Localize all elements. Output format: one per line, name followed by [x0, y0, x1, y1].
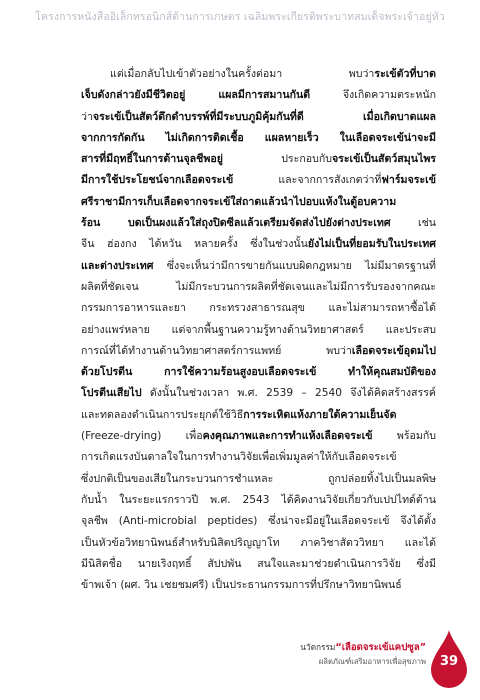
bold-text: คงคุณภาพและการทำแห้งเลือดจระเข้ [202, 430, 373, 443]
text-run: ประกอบกับ [222, 153, 332, 166]
text-line [81, 362, 436, 383]
bold-text: เจ็บดังกล่าวยังมีชีวิตอยู่ แผลมีการสมานกันดี [81, 89, 311, 102]
text-run: เป็นหัวข้อวิทยานิพนธ์สำหรับนิสิตปริญญาโท ภาควิชาสัตววิทยา และได้ [81, 536, 436, 549]
bold-text: การระเหิดแห้งภายใต้ความเย็นจัด [243, 408, 397, 421]
bold-text: ฟาร์มจระเข้ [381, 174, 436, 187]
text-run: และทดลองดำเนินการประยุกต์ใช้วิธี [81, 408, 244, 421]
text-run: การเกิดแรงบันดาลใจในการทำงานวิจัยเพื่อเพิ่มมูลค่าให้กับเลือดจระเข้ [81, 451, 397, 464]
text-run: จีน ฮ่องกง ไต้หวัน หลายครั้ง ซึ่งในช่วงนั้น [81, 238, 308, 251]
text-run: พร้อมกับ [372, 430, 436, 443]
text-line [81, 533, 436, 554]
text-run: ซึ่งปกติเป็นของเสียในกระบวนการชำแหละ ถูกปล่อยทิ้งไปเป็นมลพิษ [81, 472, 436, 485]
text-line [81, 511, 436, 532]
text-run: เช่น [390, 217, 436, 230]
text-run: ข้าพเจ้า (ผศ. วิน เชยชมศรี) เป็นประธานกรรมการที่ปรึกษาวิทยานิพนธ์ [81, 579, 402, 592]
text-run: กับน้ำ ในระยะแรกราวปี พ.ศ. 2543 ได้คิดงานวิจัยเกี่ยวกับเปปไทด์ต้าน [81, 493, 436, 506]
text-line [81, 128, 436, 149]
bold-text: ยังไม่เป็นที่ยอมรับในประเทศ [307, 238, 436, 251]
bold-text: ระเข้ตัวที่บาด [374, 68, 436, 80]
bold-text: เลือดจระเข้อุดมไป [351, 344, 436, 357]
text-line [81, 298, 436, 319]
text-run: ซึ่งจะเห็นว่ามีการขายกันแบบผิดกฎหมาย ไม่มีมาตรฐานที่ [153, 259, 436, 272]
text-line [81, 234, 436, 255]
text-run: (Freeze-drying) เพื่อ [81, 430, 203, 443]
text-line [81, 490, 436, 511]
text-run: แต่เมื่อกลับไปเข้าตัวอย่างในครั้งต่อมา พบว่า [110, 68, 375, 80]
running-header: โครงการหนังสืออิเล็กทรอนิกส์ด้านการเกษตร เฉลิมพระเกียรติพระบาทสมเด็จพระเจ้าอยู่หัว [35, 11, 445, 23]
text-run: กรรมการอาหารและยา กระทรวงสาธารณสุข และไม่สามารถหาซื้อได้ [81, 302, 436, 315]
footer-caption [300, 640, 426, 668]
text-line [81, 447, 436, 468]
text-line [81, 405, 436, 426]
footer-caption-prefix: นวัตกรรม [300, 642, 336, 652]
text-line [81, 85, 436, 106]
text-line [81, 575, 436, 596]
text-run: อย่างแพร่หลาย แต่จากพื้นฐานความรู้ทางด้านวิทยาศาสตร์ และประสบ [81, 323, 436, 336]
text-run: การณ์ที่ได้ทำงานด้านวิทยาศาสตร์การแพทย์ พบว่า [81, 344, 352, 357]
bold-text: โปรตีนเสียไป [81, 387, 142, 400]
text-run: จุลชีพ (Anti-microbial peptides) ซึ่งน่าจะมีอยู่ในเลือดจระเข้ จึงได้ตั้ง [81, 515, 436, 528]
text-run: มีนิสิตชื่อ นายเริงฤทธิ์ สัปปพัน สนใจและมาช่วยดำเนินการวิจัย ซึ่งมี [81, 557, 436, 570]
text-run: จึงเกิดความตระหนัก [310, 89, 436, 102]
text-line [81, 192, 436, 213]
bold-text: จากการกัดกัน ไม่เกิดการติดเชื้อ แผลหายเร็ว ในเลือดจระเข้น่าจะมี [81, 131, 436, 144]
bold-text: และต่างประเทศ [81, 259, 154, 272]
text-line [81, 469, 436, 490]
text-line [81, 64, 436, 85]
bold-text: สารที่มีฤทธิ์ในการต้านจุลชีพอยู่ [81, 153, 223, 166]
footer-caption-title: “เลือดจระเข้แคปซูล” [335, 642, 426, 653]
text-line [81, 256, 436, 277]
bold-text: ร้อน บดเป็นผงแล้วใส่ถุงปิดซีลแล้วเตรียมจัดส่งไปยังต่างประเทศ [81, 217, 391, 230]
text-run: ว่า [81, 110, 93, 123]
text-line [81, 383, 436, 404]
page-number: 39 [439, 654, 459, 669]
text-run: และจากการสังเกตว่าที่ [233, 174, 382, 187]
text-line [81, 149, 436, 170]
text-run: ดังนั้นในช่วงเวลา พ.ศ. 2539 – 2540 จึงได้คิดสร้างสรรค์ [141, 387, 436, 400]
text-line [81, 341, 436, 362]
bold-text: ด้วยโปรตีน การใช้ความร้อนสูงอบเลือดจระเข้ ทำให้คุณสมบัติของ [81, 366, 436, 379]
text-line [81, 426, 436, 447]
text-line [81, 107, 436, 128]
text-line [81, 320, 436, 341]
bold-text: จระเข้เป็นสัตว์สมุนไพร [331, 153, 436, 166]
text-line [81, 277, 436, 298]
body-paragraph [81, 64, 436, 596]
text-line [81, 213, 436, 234]
text-line [81, 554, 436, 575]
text-run: ผลิตที่ชัดเจน ไม่มีกระบวนการผลิตที่ชัดเจนและไม่มีการรับรองจากคณะ [81, 280, 436, 293]
bold-text: มีการใช้ประโยชน์จากเลือดจระเข้ [81, 174, 234, 187]
text-line [81, 170, 436, 191]
footer-caption-subtitle: ผลิตภัณฑ์เสริมอาหารเพื่อสุขภาพ [318, 657, 426, 666]
bold-text: ศรีราชามีการเก็บเลือดจากจระเข้ใส่ถาดแล้วนำไปอบแห้งในตู้อบความ [81, 195, 397, 208]
bold-text: จระเข้เป็นสัตว์ดึกดำบรรพ์ที่มีระบบภูมิคุ้มกันที่ดี เมื่อเกิดบาดแผล [92, 110, 436, 123]
